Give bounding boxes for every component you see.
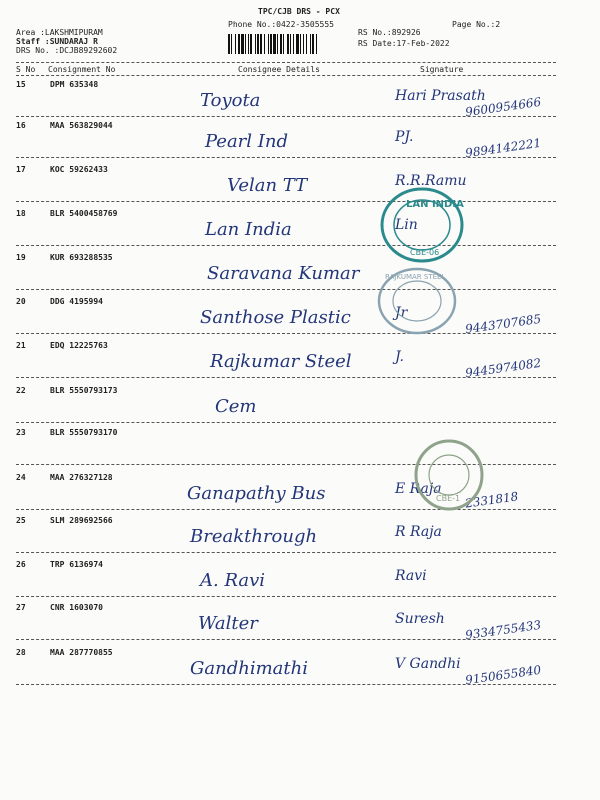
area-label: Area :LAKSHMIPURAM: [16, 28, 103, 37]
row-sno: 21: [16, 341, 26, 350]
column-header-consignment: Consignment No: [48, 65, 116, 74]
row-sno: 18: [16, 209, 26, 218]
row-sno: 23: [16, 428, 26, 437]
staff-label: Staff :SUNDARAJ R: [16, 37, 98, 46]
stamp-top-text: LAN INDIA: [406, 199, 464, 210]
row-phone: 9600954666: [464, 94, 542, 120]
row-sno: 26: [16, 560, 26, 569]
row-divider: [16, 157, 556, 158]
row-signature: Hari Prasath: [395, 88, 486, 104]
row-divider: [16, 333, 556, 334]
row-consignee-handwriting: Cem: [215, 396, 257, 417]
ganapathy-stamp: [412, 437, 486, 513]
row-divider: [16, 639, 556, 640]
row-phone: 9445974082: [464, 355, 542, 381]
rajkumar-stamp: [375, 265, 459, 337]
row-sno: 22: [16, 386, 26, 395]
row-consignee-handwriting: Gandhimathi: [190, 658, 308, 679]
document-title: TPC/CJB DRS - PCX: [258, 7, 340, 16]
page-number: Page No.:2: [452, 20, 501, 29]
row-consignment-no: BLR 5400458769: [50, 209, 118, 218]
row-sno: 24: [16, 473, 26, 482]
stamp-bottom-text: CBE-06: [410, 248, 440, 257]
row-consignment-no: KUR 693288535: [50, 253, 113, 262]
row-consignment-no: BLR 5550793173: [50, 386, 118, 395]
row-divider: [16, 245, 556, 246]
row-consignment-no: MAA 287770855: [50, 648, 113, 657]
rs-number: RS No.:892926: [358, 28, 421, 37]
row-consignment-no: MAA 276327128: [50, 473, 113, 482]
row-sno: 16: [16, 121, 26, 130]
row-phone: 9150655840: [464, 662, 542, 688]
rs-date: RS Date:17-Feb-2022: [358, 39, 450, 48]
row-signature: Jr: [395, 305, 408, 321]
row-phone: 9443707685: [464, 311, 542, 337]
row-divider: [16, 552, 556, 553]
row-consignment-no: DPM 635348: [50, 80, 99, 89]
stamp-text: RAJKUMAR STEEL: [385, 273, 446, 281]
row-consignment-no: MAA 563829044: [50, 121, 113, 130]
row-consignment-no: SLM 289692566: [50, 516, 113, 525]
row-signature: Lin: [395, 217, 418, 233]
column-header-sno: S No: [16, 65, 36, 74]
row-divider: [16, 596, 556, 597]
row-sno: 15: [16, 80, 26, 89]
row-sno: 28: [16, 648, 26, 657]
row-divider: [16, 201, 556, 202]
row-signature: Ravi: [395, 568, 427, 584]
row-phone: 9334755433: [464, 617, 542, 643]
column-header-signature: Signature: [420, 65, 464, 74]
row-signature: R.R.Ramu: [395, 173, 467, 189]
row-consignee-handwriting: Santhose Plastic: [200, 307, 351, 328]
row-consignee-handwriting: A. Ravi: [200, 570, 266, 591]
stamp-text: CBE-1: [436, 494, 461, 503]
row-signature: PJ.: [395, 129, 414, 145]
row-divider: [16, 116, 556, 117]
column-header-details: Consignee Details: [238, 65, 320, 74]
row-consignee-handwriting: Pearl Ind: [205, 131, 288, 152]
row-consignee-handwriting: Toyota: [200, 90, 261, 111]
row-sno: 20: [16, 297, 26, 306]
row-signature: Suresh: [395, 611, 445, 627]
row-consignment-no: EDQ 12225763: [50, 341, 108, 350]
row-consignee-handwriting: Ganapathy Bus: [187, 483, 326, 504]
row-consignee-handwriting: Rajkumar Steel: [210, 351, 352, 372]
row-sno: 25: [16, 516, 26, 525]
row-divider: [16, 377, 556, 378]
row-sno: 19: [16, 253, 26, 262]
row-divider: [16, 684, 556, 685]
row-consignee-handwriting: Lan India: [205, 219, 292, 240]
phone-number: Phone No.:0422-3505555: [228, 20, 334, 29]
row-phone: 9894142221: [464, 135, 542, 161]
row-divider: [16, 422, 556, 423]
barcode: [228, 34, 353, 54]
row-divider: [16, 289, 556, 290]
row-sno: 27: [16, 603, 26, 612]
row-signature: V Gandhi: [395, 656, 461, 672]
drs-number: DRS No. :DCJB89292602: [16, 46, 118, 55]
lan-india-stamp: [376, 185, 468, 265]
row-phone: 2331818: [464, 489, 520, 511]
row-sno: 17: [16, 165, 26, 174]
row-consignment-no: KOC 59262433: [50, 165, 108, 174]
row-consignee-handwriting: Breakthrough: [190, 526, 318, 547]
row-consignee-handwriting: Velan TT: [227, 175, 308, 196]
row-signature: J.: [395, 349, 404, 365]
row-consignment-no: BLR 5550793170: [50, 428, 118, 437]
row-consignee-handwriting: Saravana Kumar: [207, 263, 360, 284]
row-signature: E Raja: [395, 481, 442, 497]
row-consignee-handwriting: Walter: [198, 613, 258, 634]
row-consignment-no: DDG 4195994: [50, 297, 103, 306]
row-consignment-no: TRP 6136974: [50, 560, 103, 569]
row-consignment-no: CNR 1603070: [50, 603, 103, 612]
row-signature: R Raja: [395, 524, 442, 540]
